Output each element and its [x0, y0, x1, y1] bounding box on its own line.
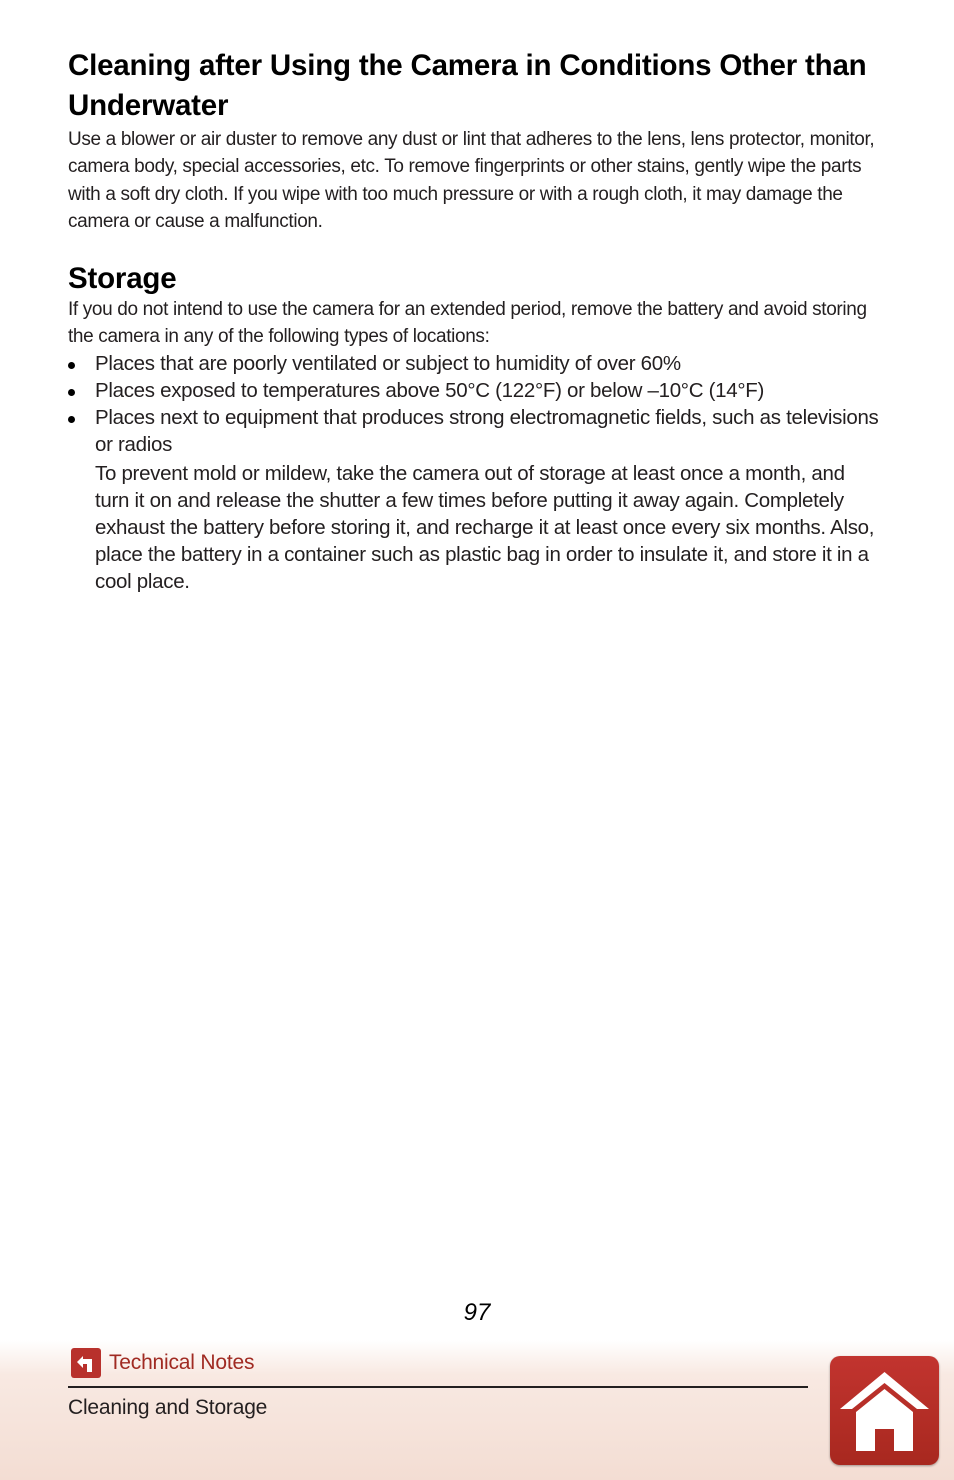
- cleaning-paragraph: Use a blower or air duster to remove any dust or lint that adheres to the lens, lens protector, monitor, camera body, special accessories, etc. To remove fingerprints or other stains, gently wipe the parts with a soft dry cloth. If you wipe with too much pressure or with a rough cloth, it may damage the camera or cause a malfunction.: [68, 129, 875, 233]
- back-arrow-icon: [71, 1348, 101, 1378]
- back-link-technical-notes[interactable]: [71, 1348, 254, 1378]
- home-button[interactable]: [830, 1356, 939, 1465]
- list-item: [68, 404, 884, 458]
- page-number: 97: [463, 1299, 491, 1326]
- section-heading-storage: Storage: [68, 261, 177, 295]
- storage-note-paragraph: To prevent mold or mildew, take the camera out of storage at least once a month, and turn it on and release the shutter a few times before putting it away again. Completely exhaust the battery before storing it, and recharge it at least once every six months. Also, place the battery in a container such as plastic bag in order to insulate it, and store it in a cool place.: [95, 462, 875, 594]
- home-icon: [830, 1356, 939, 1465]
- bullet-icon: [68, 389, 75, 396]
- bullet-icon: [68, 362, 75, 369]
- back-link-label[interactable]: Technical Notes: [109, 1351, 255, 1374]
- list-item: [68, 350, 884, 377]
- list-item: [68, 377, 884, 404]
- footer-divider: [68, 1386, 808, 1388]
- page-content: [68, 46, 884, 595]
- bullet-icon: [68, 416, 75, 423]
- section-heading-cleaning: Cleaning after Using the Camera in Conditions Other than Underwater: [68, 49, 867, 122]
- footer-section-label: Cleaning and Storage: [68, 1396, 268, 1419]
- list-item-text: Places next to equipment that produces strong electromagnetic fields, such as televisions or radios: [95, 406, 879, 457]
- storage-locations-list: [68, 350, 884, 458]
- list-item-text: Places exposed to temperatures above 50°C (122°F) or below –10°C (14°F): [95, 379, 764, 403]
- storage-intro-paragraph: If you do not intend to use the camera for an extended period, remove the battery and avoid storing the camera in any of the following types of locations:: [68, 298, 867, 348]
- list-item-text: Places that are poorly ventilated or subject to humidity of over 60%: [95, 352, 681, 376]
